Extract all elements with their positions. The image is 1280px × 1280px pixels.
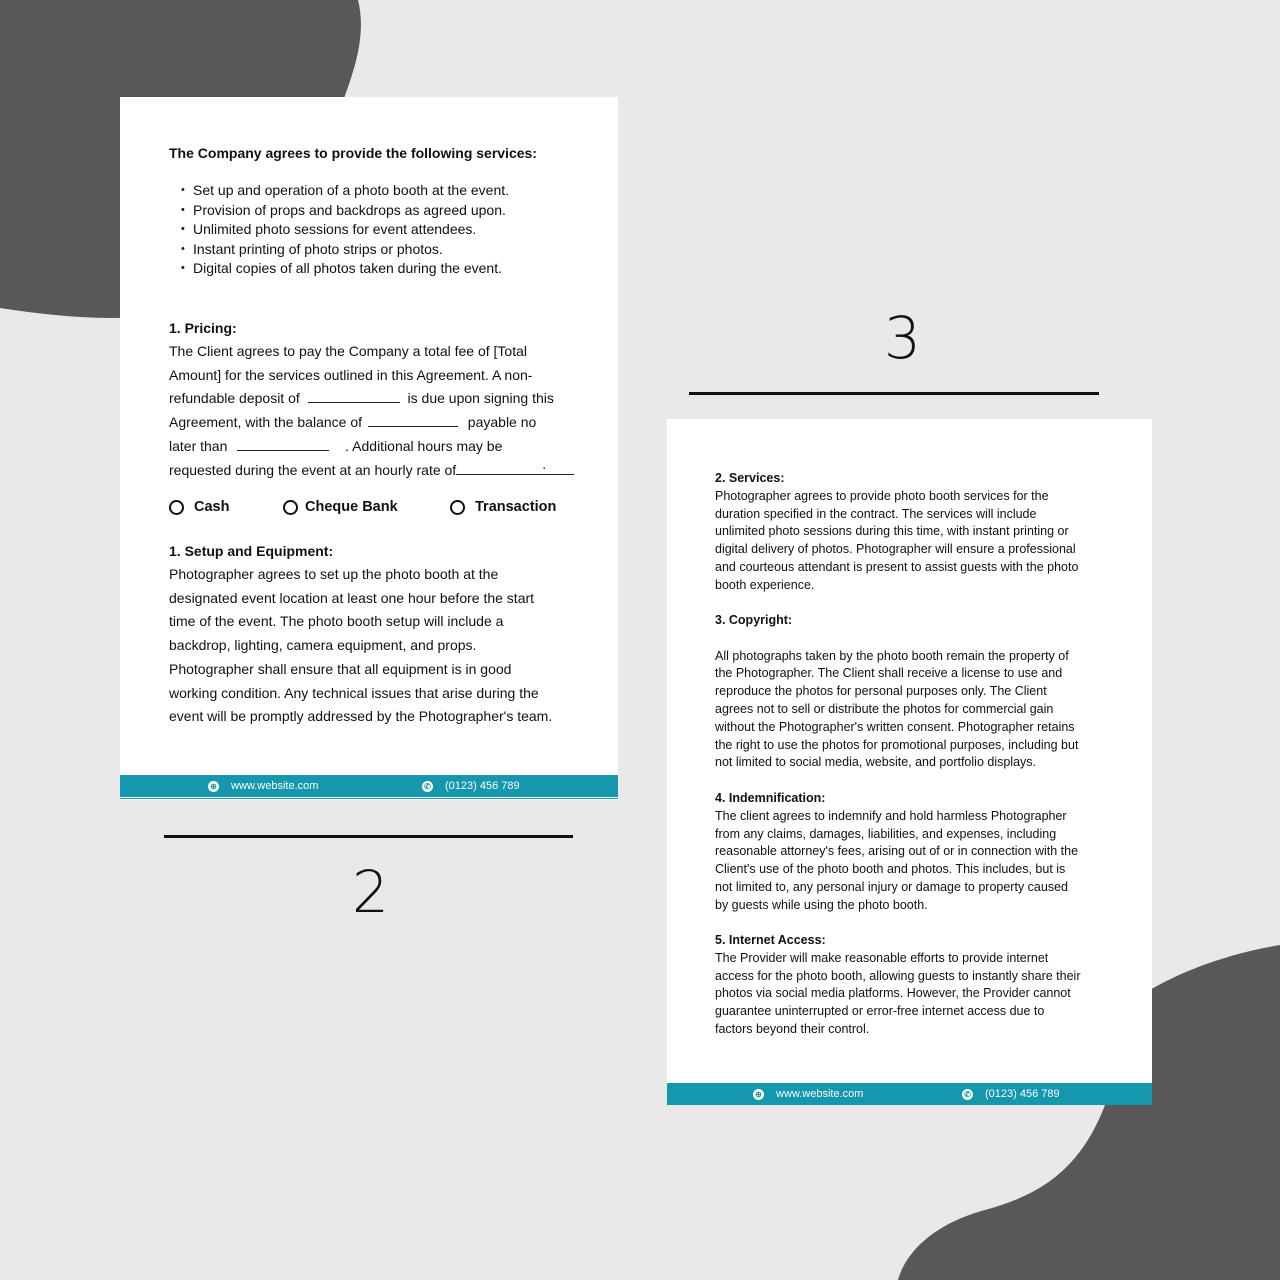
text-fragment: requested during the event at an hourly rate of [169, 461, 457, 478]
phone-link[interactable] [962, 1083, 1060, 1105]
text-line: Photographer shall ensure that all equipment is in good [169, 660, 512, 677]
setup-heading: 1. Setup and Equipment: [169, 543, 334, 559]
page-footer [120, 775, 618, 797]
text-line: Client's use of the photo booth and photos. This includes, but is [715, 862, 1066, 877]
text-line: reproduce the photos for personal purposes only. The Client [715, 684, 1047, 699]
text-line: event will be promptly addressed by the Photographer's team. [169, 708, 553, 725]
balance-blank-field[interactable] [368, 414, 458, 427]
pricing-heading: 1. Pricing: [169, 320, 237, 336]
text-line: access for the photo booth, allowing guests to instantly share their [715, 968, 1081, 983]
text-line: digital delivery of photos. Photographer will ensure a professional [715, 542, 1076, 557]
page-footer [667, 1083, 1152, 1105]
section-heading: 5. Internet Access: [715, 933, 826, 947]
website-link[interactable] [208, 775, 318, 797]
document-page-2 [120, 97, 618, 800]
text-line: reasonable attorney's fees, arising out of or in connection with the [715, 844, 1079, 859]
text-line: factors beyond their control. [715, 1021, 870, 1036]
text-line: by guests while using the photo booth. [715, 897, 928, 912]
payment-options [169, 499, 569, 523]
text-line: agrees not to sell or distribute the photos for commercial gain [715, 701, 1054, 716]
phone-text: (0123) 456 789 [985, 1088, 1060, 1100]
text-line [169, 435, 589, 459]
text-fragment: refundable deposit of [169, 390, 300, 407]
payment-option-transaction[interactable] [450, 499, 556, 515]
setup-paragraph [169, 563, 589, 729]
text-line: The client agrees to indemnify and hold harmless Photographer [715, 808, 1067, 823]
text-line: photos via social media platforms. However, the Provider cannot [715, 986, 1071, 1001]
text-line [169, 411, 589, 435]
website-text: www.website.com [231, 780, 319, 792]
text-line: time of the event. The photo booth setup will include a [169, 613, 504, 630]
list-item: • Provision of props and backdrops as agreed upon. [193, 201, 509, 221]
website-link[interactable] [753, 1083, 863, 1105]
text-fragment: Agreement, with the balance of [169, 414, 363, 431]
text-line: The Client agrees to pay the Company a total fee of [Total [169, 343, 527, 359]
text-line: All photographs taken by the photo booth remain the property of [715, 648, 1069, 663]
text-line: unlimited photo sessions during this time, with instant printing or [715, 524, 1069, 539]
option-label: Transaction [475, 499, 557, 515]
option-label: Cash [194, 499, 230, 515]
text-line: Photographer agrees to set up the photo booth at the [169, 566, 499, 582]
text-line: and courteous attendant is present to assist guests with the photo [715, 559, 1079, 574]
page-2-divider [164, 835, 573, 838]
text-line: duration specified in the contract. The services will include [715, 506, 1037, 521]
list-item: • Set up and operation of a photo booth at the event. [193, 181, 509, 201]
text-fragment: . Additional hours may be [345, 437, 503, 454]
text-line: the right to use the photos for promotional purposes, including but [715, 737, 1079, 752]
date-blank-field[interactable] [237, 438, 329, 451]
text-line: backdrop, lighting, camera equipment, and props. [169, 637, 477, 654]
payment-option-cash[interactable] [169, 499, 229, 515]
phone-icon: ✆ [962, 1089, 973, 1100]
phone-link[interactable] [422, 775, 520, 797]
indemnification-section [715, 790, 1105, 915]
footer-divider [120, 798, 618, 799]
radio-button[interactable] [169, 500, 184, 515]
text-fragment: . [542, 455, 547, 472]
hourly-rate-blank-field[interactable] [456, 455, 574, 475]
text-line: the Photographer. The Client shall receive a license to use and [715, 666, 1063, 681]
services-list [169, 181, 509, 279]
list-item: • Digital copies of all photos taken during the event. [193, 259, 509, 279]
website-text: www.website.com [776, 1088, 864, 1100]
text-line: not limited to, any personal injury or damage to property caused [715, 879, 1068, 894]
services-section [715, 470, 1105, 595]
section-heading: 4. Indemnification: [715, 791, 826, 805]
phone-text: (0123) 456 789 [445, 780, 520, 792]
text-fragment: later than [169, 437, 228, 454]
text-line: Amount] for the services outlined in this Agreement. A non- [169, 366, 533, 383]
text-line: working condition. Any technical issues that arise during the [169, 684, 539, 701]
copyright-section [715, 612, 1105, 772]
option-label: Cheque Bank [305, 499, 398, 515]
services-heading: The Company agrees to provide the following services: [169, 145, 537, 161]
text-line: The Provider will make reasonable efforts to provide internet [715, 950, 1049, 965]
text-fragment: is due upon signing this [407, 390, 554, 407]
globe-icon: ⊕ [208, 781, 219, 792]
text-line [169, 455, 589, 483]
text-line: designated event location at least one hour before the start [169, 589, 535, 606]
payment-option-cheque-bank[interactable] [283, 499, 398, 515]
text-fragment: payable no [467, 414, 537, 431]
list-item: • Instant printing of photo strips or photos. [193, 240, 509, 260]
text-line: Photographer agrees to provide photo booth services for the [715, 488, 1049, 503]
text-line: booth experience. [715, 577, 815, 592]
internet-access-section [715, 932, 1105, 1039]
radio-button[interactable] [283, 500, 298, 515]
deposit-blank-field[interactable] [308, 390, 400, 403]
radio-button[interactable] [450, 500, 465, 515]
text-line: without the Photographer's written consent. Photographer retains [715, 719, 1075, 734]
text-line: from any claims, damages, liabilities, and expenses, including [715, 826, 1057, 841]
page-number-2: 2 [352, 858, 389, 926]
text-line: not limited to social media, website, and portfolio displays. [715, 755, 1036, 770]
section-heading: 3. Copyright: [715, 613, 793, 627]
text-line [169, 387, 589, 411]
phone-icon: ✆ [422, 781, 433, 792]
document-page-3 [667, 419, 1152, 1105]
section-heading: 2. Services: [715, 471, 785, 485]
text-line: guarantee uninterrupted or error-free internet access due to [715, 1004, 1045, 1019]
globe-icon: ⊕ [753, 1089, 764, 1100]
list-item: • Unlimited photo sessions for event attendees. [193, 220, 509, 240]
page-3-divider [689, 392, 1099, 395]
pricing-paragraph [169, 340, 589, 482]
page-number-3: 3 [884, 304, 921, 372]
